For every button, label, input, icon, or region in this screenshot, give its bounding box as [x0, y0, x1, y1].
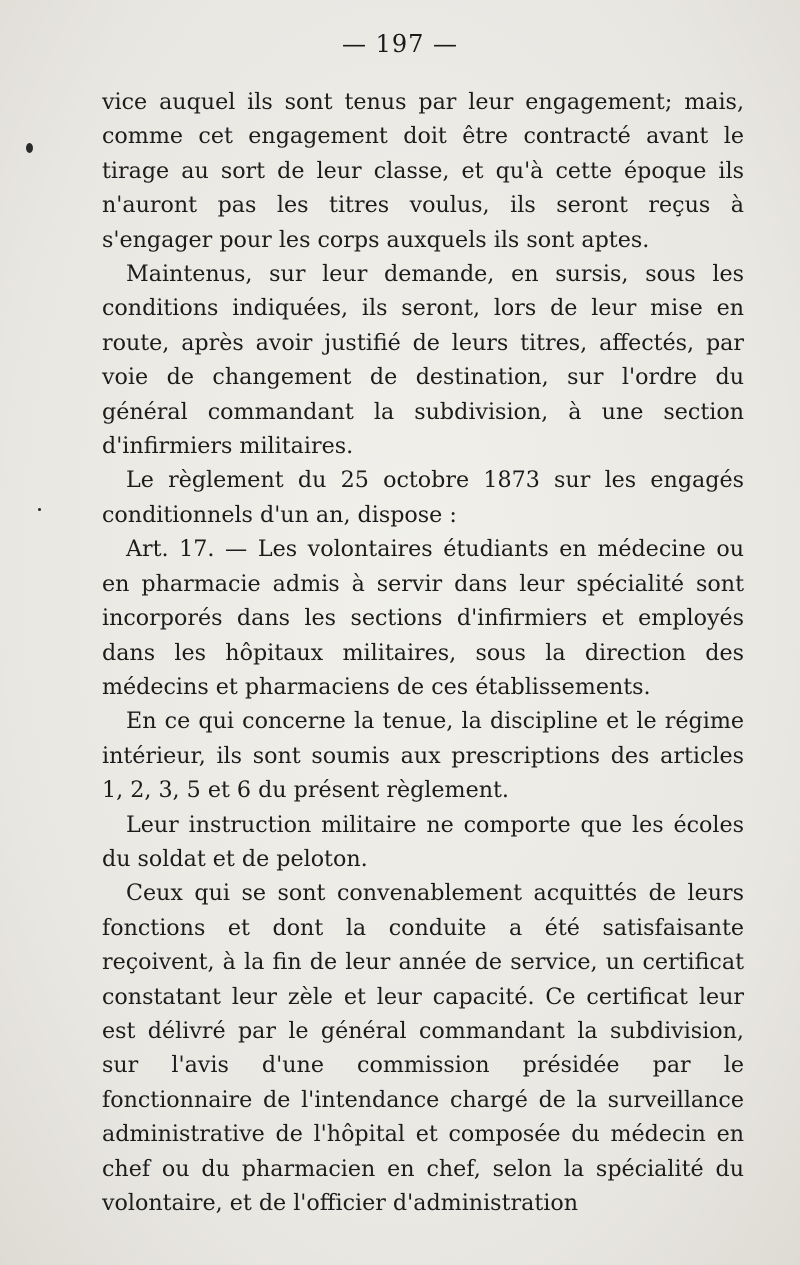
paragraph: Ceux qui se sont convenablement acquittés de leurs fonctions et dont la conduite a été satisfaisante reçoivent, à la fin de leur année de service, un certificat constatant leur zèle et leur capacité. Ce certificat leur est délivré par le général commandant la subdivision, sur l'avis d'une commission présidée par le fonctionnaire de l'intendance chargé de la surveillance administrative de l'hôpital et composée du médecin en chef ou du pharmacien en chef, selon la spécialité du volontaire, et de l'officier d'administration — [102, 880, 744, 1216]
paragraph: Art. 17. — Les volontaires étudiants en médecine ou en pharmacie admis à servir dans leur spécialité sont incorporés dans les sections d'infirmiers et employés dans les hôpitaux militaires, sous la direction des médecins et pharmaciens de ces établissements. — [102, 536, 744, 700]
body-text — [102, 85, 744, 1220]
ink-speck — [38, 508, 41, 511]
paragraph: En ce qui concerne la tenue, la discipline et le régime intérieur, ils sont soumis aux prescriptions des articles 1, 2, 3, 5 et 6 du présent règlement. — [102, 708, 744, 804]
paragraph: Maintenus, sur leur demande, en sursis, sous les conditions indiquées, ils seront, lors de leur mise en route, après avoir justifié de leurs titres, affectés, par voie de changement de destination, sur l'ordre du général commandant la subdivision, à une section d'infirmiers militaires. — [102, 261, 744, 460]
paragraph: vice auquel ils sont tenus par leur engagement; mais, comme cet engagement doit être contracté avant le tirage au sort de leur classe, et qu'à cette époque ils n'auront pas les titres voulus, ils seront reçus à s'engager pour les corps auxquels ils sont aptes. — [102, 89, 744, 253]
page-number: — 197 — — [341, 30, 459, 58]
ink-speck — [26, 143, 33, 153]
paragraph: Le règlement du 25 octobre 1873 sur les engagés conditionnels d'un an, dispose : — [102, 467, 744, 528]
paragraph: Leur instruction militaire ne comporte que les écoles du soldat et de peloton. — [102, 811, 744, 872]
